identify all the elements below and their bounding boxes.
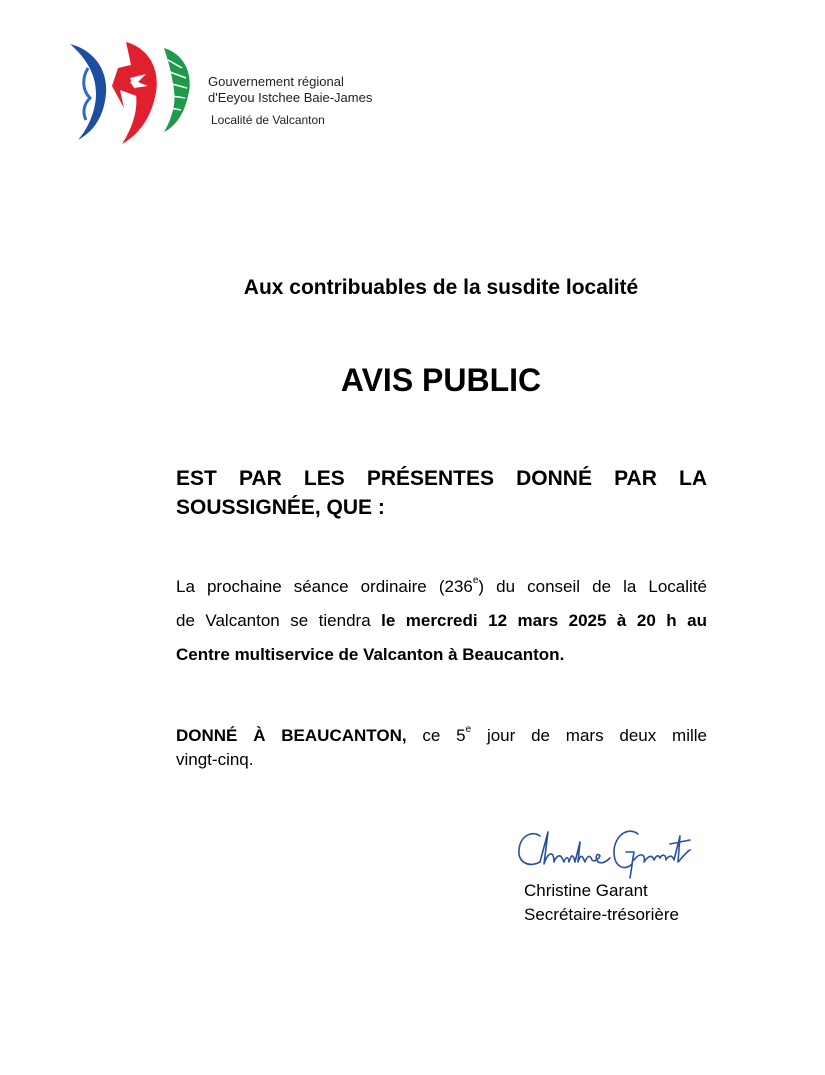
signer-block [524,879,679,927]
meeting-paragraph [176,570,707,672]
given-at-paragraph [176,724,707,772]
regional-government-logo [60,38,200,146]
given-line-1: DONNÉ À BEAUCANTON, ce 5e jour de mars deux mille [176,724,707,745]
given-place: DONNÉ À BEAUCANTON, [176,726,407,745]
declaration [176,464,707,522]
meeting-line-2: de Valcanton se tiendra le mercredi 12 mars 2025 à 20 h au [176,611,707,630]
org-line-2: d'Eeyou Istchee Baie-James [208,90,373,105]
declaration-line-1: EST PAR LES PRÉSENTES DONNÉ PAR LA [176,467,707,490]
locality-name: Localité de Valcanton [211,113,325,127]
handwritten-signature [514,822,699,882]
recipients-heading: Aux contribuables de la susdite localité [243,276,639,299]
signer-name: Christine Garant [524,881,648,900]
meeting-location: Centre multiservice de Valcanton à Beaucanton. [176,645,565,664]
meeting-line-1: La prochaine séance ordinaire (236e) du conseil de la Localité [176,575,707,596]
organization-name [208,74,372,128]
logo-red-shape [122,42,157,144]
meeting-date-time: le mercredi 12 mars 2025 à 20 h au [381,611,707,630]
logo-blue-inner [84,68,90,120]
meeting-line-3 [176,638,707,672]
signer-role: Secrétaire-trésorière [524,905,679,924]
given-line-2: vingt-cinq. [176,750,254,769]
notice-title: AVIS PUBLIC [340,362,542,398]
logo-blue-profile [70,44,106,140]
org-line-1: Gouvernement régional [208,74,344,89]
declaration-line-2: SOUSSIGNÉE, QUE : [176,496,385,519]
